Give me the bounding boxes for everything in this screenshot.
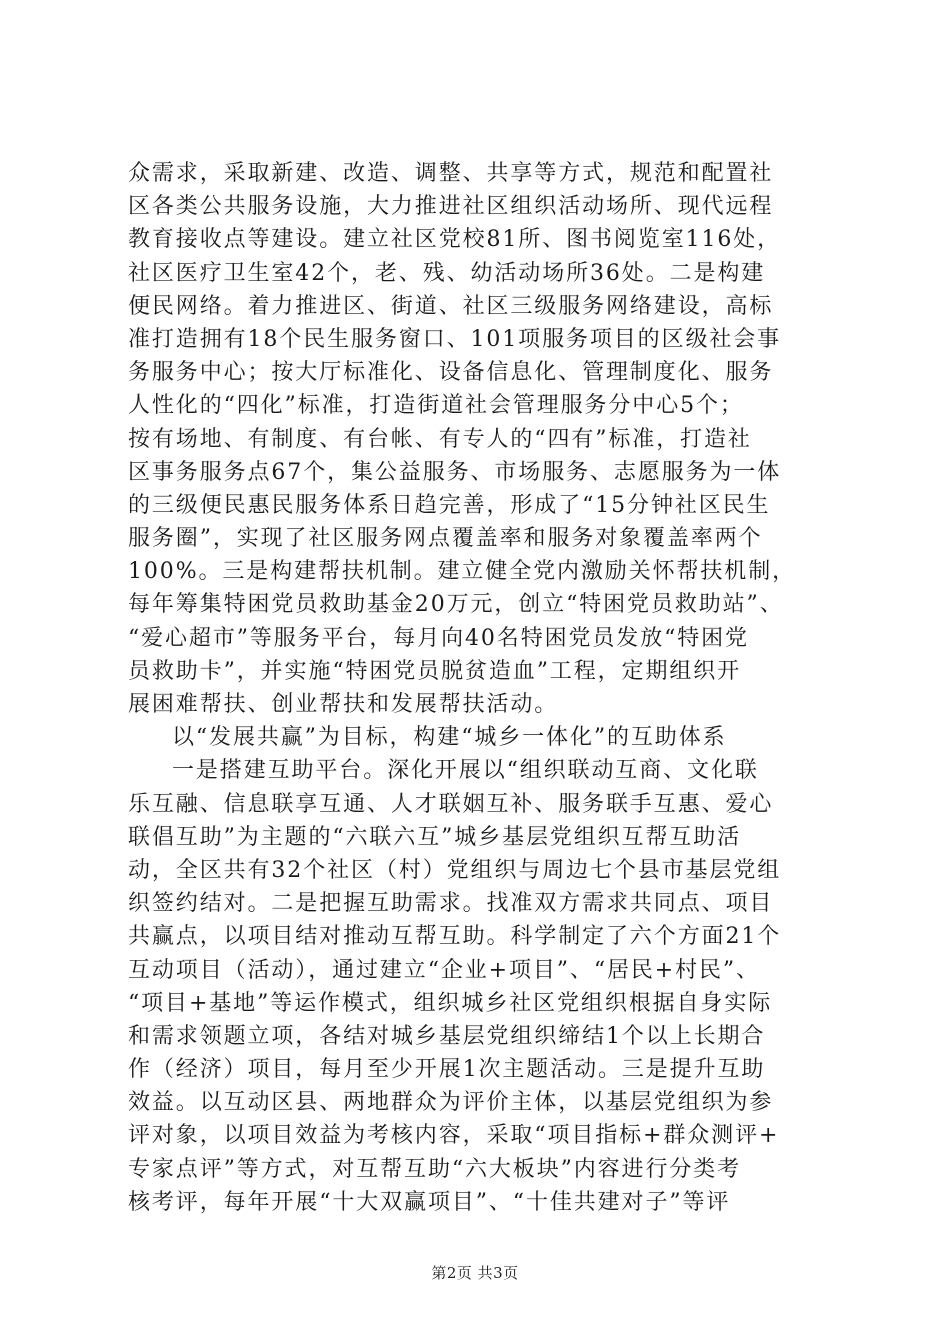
text-line: 的三级便民惠民服务体系日趋完善，形成了“15分钟社区民生 — [128, 492, 771, 518]
text-line: 联倡互助”为主题的“六联六互”城乡基层党组织互帮互助活 — [128, 824, 742, 850]
section-heading: 以“发展共赢”为目标，构建“城乡一体化”的互助体系 — [172, 725, 727, 751]
text-line: 作（经济）项目，每月至少开展1次主题活动。三是提升互助 — [128, 1057, 766, 1083]
text-line: 和需求领题立项，各结对城乡基层党组织缔结1个以上长期合 — [128, 1023, 766, 1049]
text-line: 便民网络。着力推进区、街道、社区三级服务网络建设，高标 — [128, 293, 774, 319]
text-line: 动，全区共有32个社区（村）党组织与周边七个县市基层党组 — [128, 857, 782, 883]
body-text — [128, 157, 828, 1219]
text-line: 众需求，采取新建、改造、调整、共享等方式，规范和配置社 — [128, 161, 774, 186]
text-line: 互动项目（活动），通过建立“企业+项目”、“居民+村民”、 — [128, 957, 760, 983]
text-line: 按有场地、有制度、有台帐、有专人的“四有”标准，打造社 — [128, 426, 752, 452]
text-line: 乐互融、信息联享互通、人才联姻互补、服务联手互惠、爱心 — [128, 791, 774, 817]
text-line: 100%。三是构建帮扶机制。建立健全党内激励关怀帮扶机制， — [128, 559, 796, 585]
text-line: 每年筹集特困党员救助基金20万元，创立“特困党员救助站”、 — [128, 592, 784, 618]
text-line: 务服务中心；按大厅标准化、设备信息化、管理制度化、服务 — [128, 360, 774, 386]
text-line: 社区医疗卫生室42个，老、残、幼活动场所36处。二是构建 — [128, 260, 766, 286]
page-number-footer: 第2页 共3页 — [431, 1264, 519, 1282]
text-line: 区各类公共服务设施，大力推进社区组织活动场所、现代远程 — [128, 194, 774, 220]
text-line: “项目+基地”等运作模式，组织城乡社区党组织根据自身实际 — [128, 990, 773, 1016]
text-line: 准打造拥有18个民生服务窗口、101项服务项目的区级社会事 — [128, 326, 782, 352]
text-line: “爱心超市”等服务平台，每月向40名特困党员发放“特困党 — [128, 625, 749, 651]
text-line: 效益。以互动区县、两地群众为评价主体，以基层党组织为参 — [128, 1090, 774, 1116]
text-line: 服务圈”，实现了社区服务网点覆盖率和服务对象覆盖率两个 — [128, 526, 763, 552]
text-line: 评对象，以项目效益为考核内容，采取“项目指标+群众测评+ — [128, 1123, 780, 1149]
text-line: 展困难帮扶、创业帮扶和发展帮扶活动。 — [128, 692, 559, 717]
text-line: 教育接收点等建设。建立社区党校81所、图书阅览室116处， — [128, 227, 782, 253]
paragraph-first-line: 一是搭建互助平台。深化开展以“组织联动互商、文化联 — [172, 758, 759, 784]
text-line: 专家点评”等方式，对互帮互助“六大板块”内容进行分类考 — [128, 1156, 742, 1182]
text-line: 织签约结对。二是把握互助需求。找准双方需求共同点、项目 — [128, 891, 774, 917]
text-line: 核考评，每年开展“十大双赢项目”、“十佳共建对子”等评 — [128, 1189, 731, 1215]
text-line: 人性化的“四化”标准，打造街道社会管理服务分中心5个； — [128, 393, 744, 419]
text-line: 共赢点，以项目结对推动互帮互助。科学制定了六个方面21个 — [128, 924, 782, 950]
text-line: 员救助卡”，并实施“特困党员脱贫造血”工程，定期组织开 — [128, 658, 742, 684]
text-line: 区事务服务点67个，集公益服务、市场服务、志愿服务为一体 — [128, 459, 782, 485]
